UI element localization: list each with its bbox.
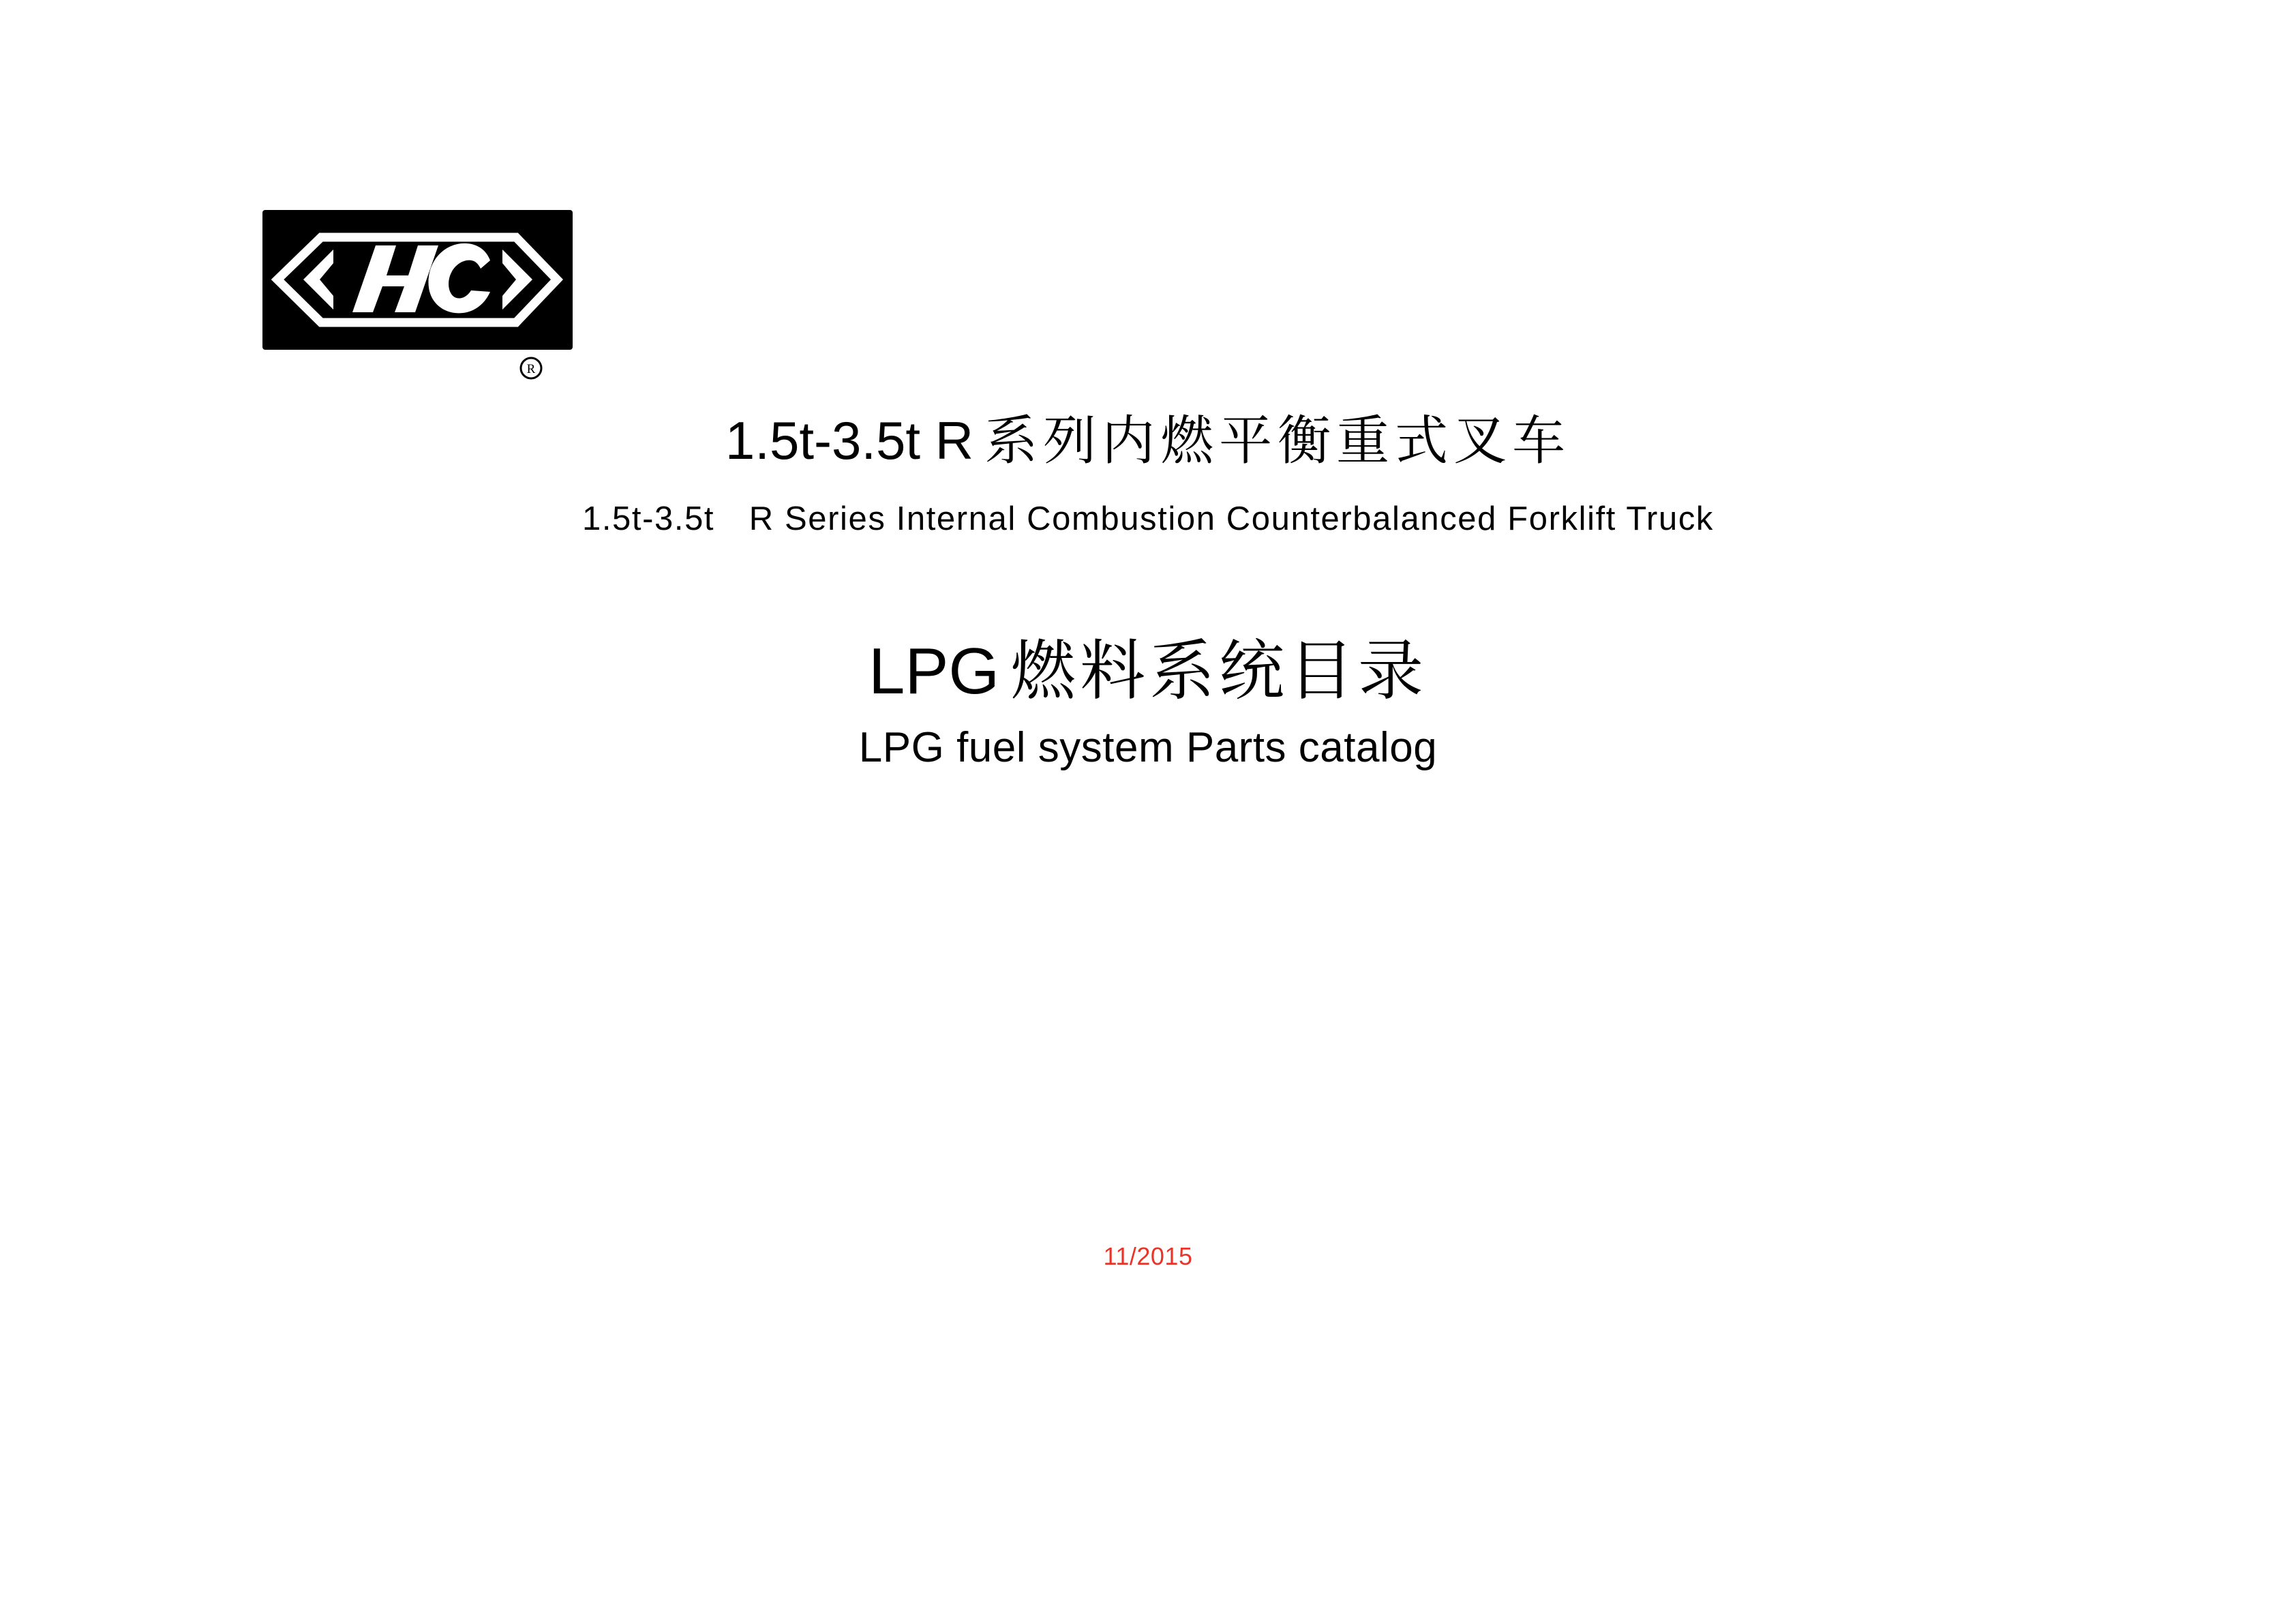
doc-title-han: 燃料系统目录 xyxy=(1010,635,1428,708)
hc-diamond-logo xyxy=(262,210,573,380)
title-block xyxy=(0,409,2296,539)
publication-date xyxy=(0,1242,2296,1271)
publication-date-value: 11/2015 xyxy=(1103,1242,1193,1270)
document-title-block xyxy=(0,634,2296,774)
svg-text:R: R xyxy=(526,362,536,376)
doc-title-chinese xyxy=(0,634,2296,709)
registered-mark-icon xyxy=(521,358,541,378)
model-line-han: 系列内燃平衡重式叉车 xyxy=(984,410,1571,470)
model-line-chinese xyxy=(0,409,2296,472)
model-line-latin: 1.5t-3.5t R xyxy=(725,410,974,470)
doc-title-english: LPG fuel system Parts catalog xyxy=(858,724,1438,772)
brand-logo xyxy=(262,210,573,380)
model-line-english: 1.5t-3.5t R Series Internal Combustion Counterbalanced Forklift Truck xyxy=(581,500,1715,538)
doc-title-latin: LPG xyxy=(868,635,1000,708)
